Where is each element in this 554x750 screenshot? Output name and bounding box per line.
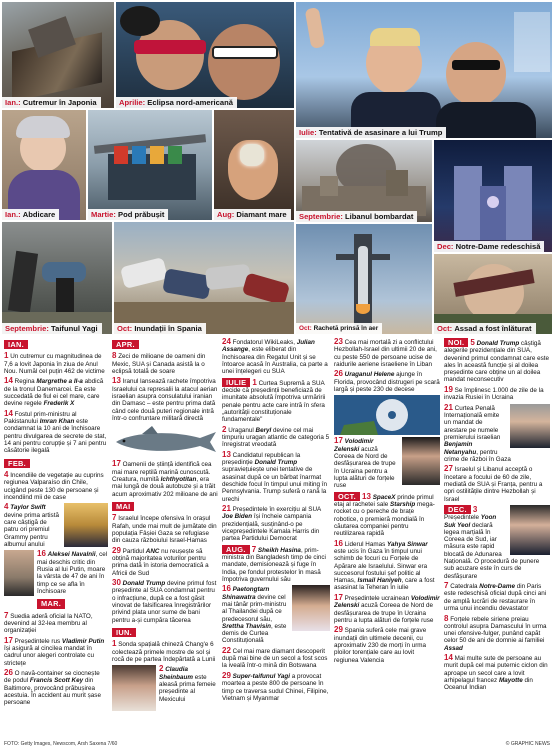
event-entry: DEC. 3 Președintele Yoon Suk Yeol declară legea marțială în Coreea de Sud, iar măsura este rapid blocată de Adunarea Națională. O procedură de punere sub acuzare este în curs de desfășurare [444,505,550,580]
portrait-sheinbaum [112,665,156,711]
photo-abdication [2,110,86,220]
month-label-nov: NOI. [444,338,468,347]
event-entry: 8 Forțele rebele siriene preiau controlul asupra Damascului în urma unei ofensive-fulger, punând capăt celor 50 de ani de domnie ai familiei Assad [444,613,547,652]
caption-notre-dame: Dec: Notre-Dame redeschisă [434,241,544,252]
month-label-dec: DEC. [444,505,471,514]
event-entry: OCT. 13 SpaceX prinde primul etaj al rachetei sale Starship mega-rocket cu o pereche de brațe robotice, o premieră mondială în căutarea companiei pentru reutilizarea rapidă [334,491,435,538]
photo-earthquake-japan [2,2,114,108]
month-label-oct: OCT. [334,492,360,501]
month-label-feb: FEB. [4,459,30,468]
event-entry: 7 Israelul începe ofensiva în orașul Rafah, unde mai mult de jumătate din populația Fâșiei Gaza se refugiase din cauza războiului Israel-Hamas [112,513,217,545]
event-entry: 29 Spania suferă cele mai grave inundații din ultimele decenii, cu aproximativ 230 de morți în urma ploilor torențiale care au lovit regiunea Valencia [334,625,427,664]
event-entry: 1 Un cutremur cu magnitudinea de 7,6 a lovit Japonia în ziua de Anul Nou. Număl cel puțin 462 de victime [4,351,105,375]
event-entry: 23 Cea mai mortală zi a conflictului Hezbollah-Israel din ultimii 20 de ani, cu peste 550 de persoane ucise de raidurile aeriene israeliene în Liban [334,338,437,368]
photo-notre-dame [434,140,552,252]
event-entry: 22 Cel mai mare diamant descoperit după mai bine de un secol a fost scos la iveală într-o mină din Botswana [222,645,328,670]
photo-large-diamond [214,110,294,220]
portrait-shinawatra [292,585,330,631]
event-entry: 26 O navă-container se ciocnește de podul Francis Scott Key din Baltimore, provocând prăbușirea acestuia. În accident au murit șase persoane [4,668,101,707]
caption-diamond: Aug: Diamant mare [214,209,291,220]
month-label-aug: AUG. [222,545,250,554]
event-entry: 7 Catedrala Notre-Dame din Paris este redeschisă oficial după cinci ani de amplă lucrări de restaurare în urma unui incendiu devastator [444,581,547,613]
event-entry: 17 Președintele rus Vladimir Putin își asigură al cincilea mandat în cadrul unor alegeri controlate cu strictețe [4,635,105,667]
portrait-yoon-suk-yeol [510,505,550,555]
photo-bridge-collapse [88,110,212,220]
event-entry: AUG. 7 Sheikh Hasina, prim-ministra din Bangladesh timp de cinci mandate, demisionează și fuge în India, pe fondul protestelor în masă împotriva guvernului său [222,544,326,583]
event-entry: IULIE 1 Curtea Supremă a SUA decide că președinții beneficiază de imunitate absolută împotriva urmăririi penale pentru acte care intră în sfera „autorității constituționale fundamentale" [222,377,326,424]
event-entry: 13 Iranul lansează rachete împotriva Israelului ca represalii la atacul aerian israelian asupra consulatului iranian din Damasc – este pentru prima dată când cele două puteri regionale intră într-o confruntare militară directă [112,376,218,422]
ichthyotitan-illustration [112,424,218,458]
event-entry: 16 Aleksei Navalnîi, cel mai deschis critic din Rusia al lui Putin, moare la vârsta de 47 de ani în timp ce se afla în închisoare [4,550,108,595]
event-entry: 2 Uraganul Beryl devine cel mai timpuriu uragan atlantic de categoria 5 înregistrat vreodată [222,424,330,449]
event-entry: 13 Candidatul republican la președinție Donald Trump supraviețuiește unei tentative de asasinat după ce un bărbat înarmat deschide focul în timpul unui miting în Pennsylvania. Trump suferă o rană la urechi [222,449,328,503]
event-entry: 29 Super-taifunul Yagi a provocat moartea a peste 800 de persoane în timp ce traversa sudul Chinei, Filipine, Vietnam și Myanmar [222,670,329,702]
portrait-navalny [4,550,34,596]
caption-spain: Oct: Inundații în Spania [114,323,206,334]
event-entry: 24 Fondatorul WikiLeaks, Julian Assange, este eliberat din închisoarea din Regatul Unit și se întoarce acasă în Australia, ca parte a unei înțelegeri cu SUA [222,338,328,376]
photo-rocket-caught [296,224,432,334]
event-entry: 2 Claudia Sheinbaum este aleasă prima femeie președinte al Mexicului [112,665,218,702]
event-entry: 16 Paetongtarn Shinawatra devine cel mai tânăr prim-ministru al Thailandei după ce predecesorul său, Srettha Thavisin, este demis de Curtea Constituțională [222,585,330,644]
caption-abdication: Ian.: Abdicare [2,209,59,220]
photo-credit: FOTO: Getty Images, Newscom, Arsh Saxena 7/60 [4,741,118,747]
photo-trump-assassination-attempt [296,2,552,138]
hurricane-satellite-image [334,395,440,435]
event-entry: 7 Suedia aderă oficial la NATO, devenind al 32-lea membru al organizației [4,610,93,635]
timeline-column-1 [4,338,108,738]
photo-eclipse [116,2,294,108]
timeline-column-5 [444,338,550,738]
event-entry: 14 Mai multe sute de persoane au murit după cel mai puternic ciclon din aproape un secol care a lovit arhipelagul francez Mayotte din Oceanul Indian [444,653,548,692]
caption-earthquake: Ian.: Cutremur în Japonia [2,97,101,108]
event-entry: 14 Regina Margrethe a II-a abdică de la tronul Danemarcei. Ea este succedată de fiul ei cel mare, care devine regele Frederik X [4,376,104,408]
photo-assad-ousted [434,254,552,334]
month-label-jan: IAN. [4,340,28,349]
caption-lebanon: Septembrie: Libanul bombardat [296,211,417,222]
timeline-column-3 [222,338,330,738]
event-entry: 29 Partidul ANC nu reușește să obțină majoritatea voturilor pentru prima dată în istoria democratică a Africii de Sud [112,545,209,577]
event-entry: 19 Se împlinesc 1.000 de zile de la invazia Rusiei în Ucraina [444,384,544,402]
event-entry: 21 Curtea Penală Internațională emite un mandat de arestare pe numele premierului israelian Benjamin Netanyahu, pentru crime de război în Gaza [444,404,550,463]
event-entry: 8 Zeci de milioane de oameni din Mexic, SUA și Canada asistă la o eclipsă totală de soare [112,351,206,375]
month-label-jun: IUN. [112,628,136,637]
event-entry: 16 Liderul Hamas Yahya Sinwar este ucis în Gaza în timpul unui schimb de focuri cu Forțele de Apărare ale Israelului. Sinwar era succesorul fostului șef politic al Hamas, Ismail Haniyeh, care a fost asasinat la Teheran în iulie [334,538,435,592]
event-entry: 26 Uraganul Helene ajunge în Florida, provocând distrugeri pe scară largă și peste 230 de decese [334,369,440,393]
graphic-news-credit: © GRAPHIC NEWS [505,741,550,747]
caption-eclipse: Aprilie: Eclipsa nord-americană [116,97,237,108]
photo-lebanon-bombed [296,140,432,222]
event-entry: 1 Sonda spațială chineză Chang'e 6 colectează primele mostre de sol și rocă de pe partea îndepărtată a Lunii [112,639,216,663]
month-label-apr: APR. [112,340,139,349]
event-entry: 30 Donald Trump devine primul fost președinte al SUA condamnat pentru o infracțiune, după ce a fost găsit vinovat de falsificarea înregistrărilor privind plata unor sume de bani pentru a-și cumpăra tăcerea [112,578,217,624]
event-entry: 14 Fostul prim-ministru al Pakistanului Imran Khan este condamnat la 10 ani de închisoare pentru divulgarea de secrete de stat, 14 ani pentru corupție și 7 ani pentru căsătorie ilegală [4,408,107,455]
event-entry: 4 Incendiile de vegetație au cuprins regiunea Valparaíso din Chile, ucigând peste 130 de persoane și incendiind mii de case [4,470,104,501]
event-entry: 21 Președintele în exercițiu al SUA Joe Biden își încheie campania prezidențială, susținând-o pe vicepreședintele Kamala Harris din partea Partidului Democrat [222,503,321,543]
portrait-nasrallah [402,437,440,485]
month-label-may: MAI [112,502,134,511]
timeline-column-2 [112,338,218,738]
caption-trump: Iulie: Tentativă de asasinare a lui Trump [296,127,446,138]
event-entry: 4 Taylor Swift devine prima artistă care câștigă de patru ori premiul Grammy pentru albumul anului [4,503,108,548]
month-label-jul: IULIE [222,378,250,387]
event-entry: 27 Israelul și Libanul acceptă o încetare a focului de 60 de zile, mediată de SUA și Franța, pentru a opri ostilitățile dintre Hezbollah și Israel [444,464,543,503]
month-label-mar: MAR. [37,599,65,608]
photo-typhoon-yagi [2,222,112,334]
photo-spain-floods [114,222,294,334]
event-entry: 17 Volodimir Zelenski acuză Coreea de Nord de desfășurarea de trupe în Ucraina pentru a lupta alături de forțele ruse [334,437,440,489]
portrait-netanyahu [510,404,550,448]
caption-assad: Oct: Assad a fost înlăturat [434,323,536,334]
event-entry: NOI. 5 Donald Trump câștigă alegerile prezidențiale din SUA, devenind primul condamnat care este ales în această funcție și al doilea președinte care obține un al doilea mandat neconsecutiv [444,338,550,384]
timeline-column-4 [334,338,440,738]
caption-typhoon: Septembrie: Taifunul Yagi [2,323,102,334]
caption-bridge: Martie: Pod prăbușit [88,209,168,220]
event-entry: 17 Oamenii de știință identifică cea mai mare reptilă marină cunoscută. Creatura, numită Ichthyotitan, era mai lungă de două autobuze și a trăit acum aproximativ 202 milioane de ani [112,459,218,498]
caption-rocket: Oct: Rachetă prinsă în aer [296,323,382,334]
portrait-taylor-swift [64,503,108,547]
event-entry: 17 Președintele ucrainean Volodimir Zelenski acuză Coreea de Nord de desfășurarea de trupe în Ucraina pentru a lupta alături de forțele ruse [334,592,440,624]
